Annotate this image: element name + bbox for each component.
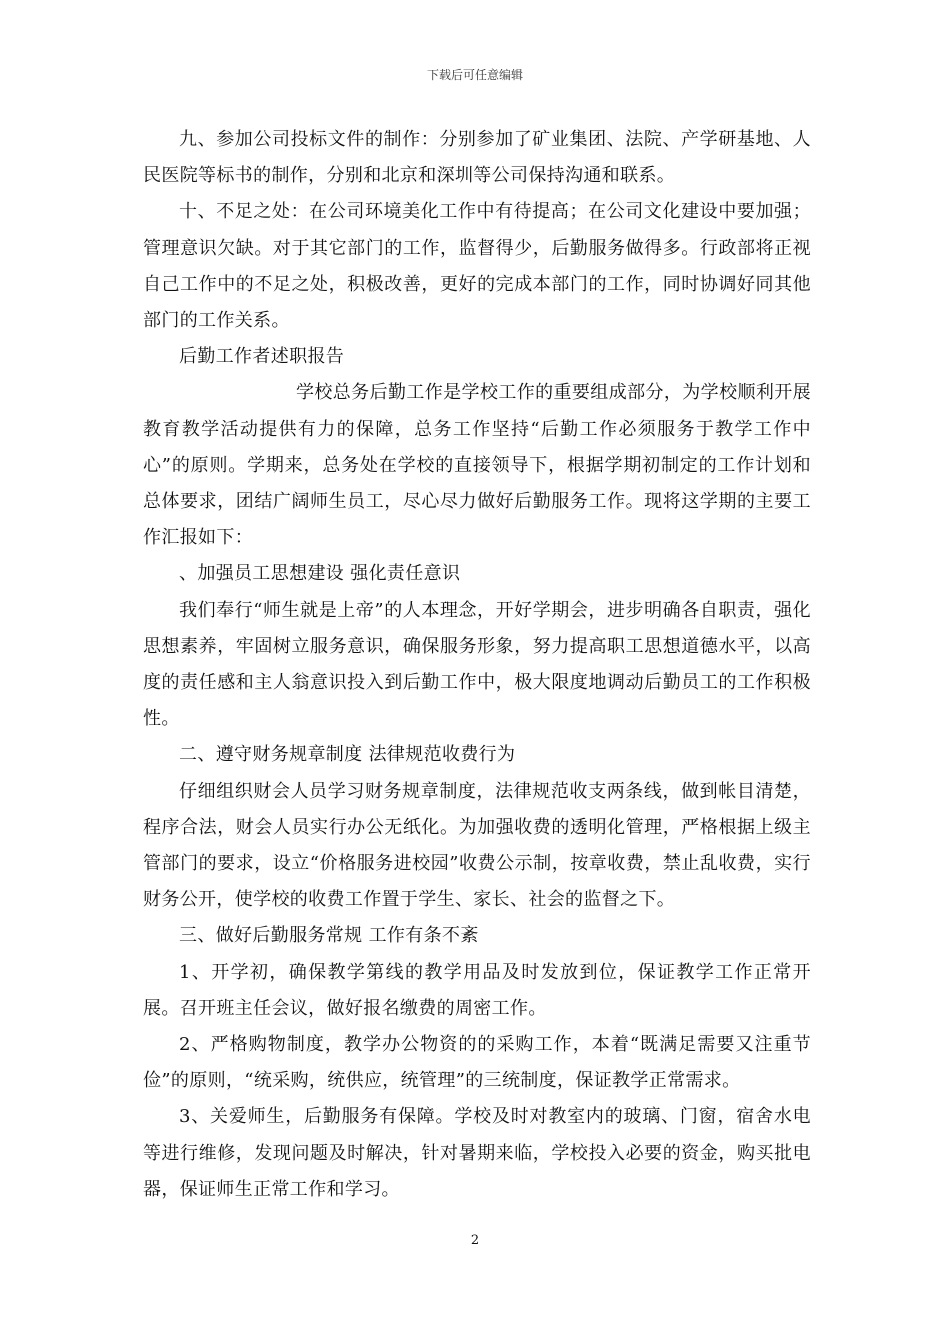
list-item-2: 2、严格购物制度，教学办公物资的的采购工作，本着“既满足需要又注重节俭”的原则，“统采购，统供应，统管理”的三统制度，保证教学正常需求。 [143,1034,811,1092]
page-header: 下载后可任意编辑 [426,68,523,82]
page-number: 2 [470,1233,480,1248]
document-body [143,122,811,1208]
section-heading-2: 二、遵守财务规章制度 法律规范收费行为 [179,744,516,766]
report-title: 后勤工作者述职报告 [179,346,345,368]
paragraph-intro: 学校总务后勤工作是学校工作的重要组成部分，为学校顺利开展教育教学活动提供有力的保障，总务工作坚持“后勤工作必须服务于教学工作中心”的原则。学期来，总务处在学校的直接领导下，根据学期初制定的工作计划和总体要求，团结广阔师生员工，尽心尽力做好后勤服务工作。现将这学期的主要工作汇报如下： [143,382,811,549]
paragraph-section-1: 我们奉行“师生就是上帝”的人本理念，开好学期会，进步明确各自职责，强化思想素养，牢固树立服务意识，确保服务形象，努力提高职工思想道德水平，以高度的责任感和主人翁意识投入到后勤工作中，极大限度地调动后勤员工的工作积极性。 [143,599,811,730]
list-item-1: 1、开学初，确保教学第线的教学用品及时发放到位，保证教学工作正常开展。召开班主任会议，做好报名缴费的周密工作。 [143,961,811,1019]
paragraph-shortcomings: 十、不足之处：在公司环境美化工作中有待提高；在公司文化建设中要加强；管理意识欠缺。对于其它部门的工作，监督得少，后勤服务做得多。行政部将正视自己工作中的不足之处，积极改善，更好的完成本部门的工作，同时协调好同其他部门的工作关系。 [143,201,811,332]
paragraph-bidding: 九、参加公司投标文件的制作：分别参加了矿业集团、法院、产学研基地、人民医院等标书的制作，分别和北京和深圳等公司保持沟通和联系。 [143,129,811,187]
paragraph-section-2: 仔细组织财会人员学习财务规章制度，法律规范收支两条线，做到帐目清楚，程序合法，财会人员实行办公无纸化。为加强收费的透明化管理，严格根据上级主管部门的要求，设立“价格服务进校园”收费公示制，按章收费，禁止乱收费，实行财务公开，使学校的收费工作置于学生、家长、社会的监督之下。 [143,780,811,911]
list-item-3: 3、关爱师生，后勤服务有保障。学校及时对教室内的玻璃、门窗，宿舍水电等进行维修，发现问题及时解决，针对暑期来临，学校投入必要的资金，购买批电器，保证师生正常工作和学习。 [143,1106,811,1200]
section-heading-3: 三、做好后勤服务常规 工作有条不紊 [179,925,479,947]
section-heading-1: 、加强员工思想建设 强化责任意识 [179,563,461,585]
